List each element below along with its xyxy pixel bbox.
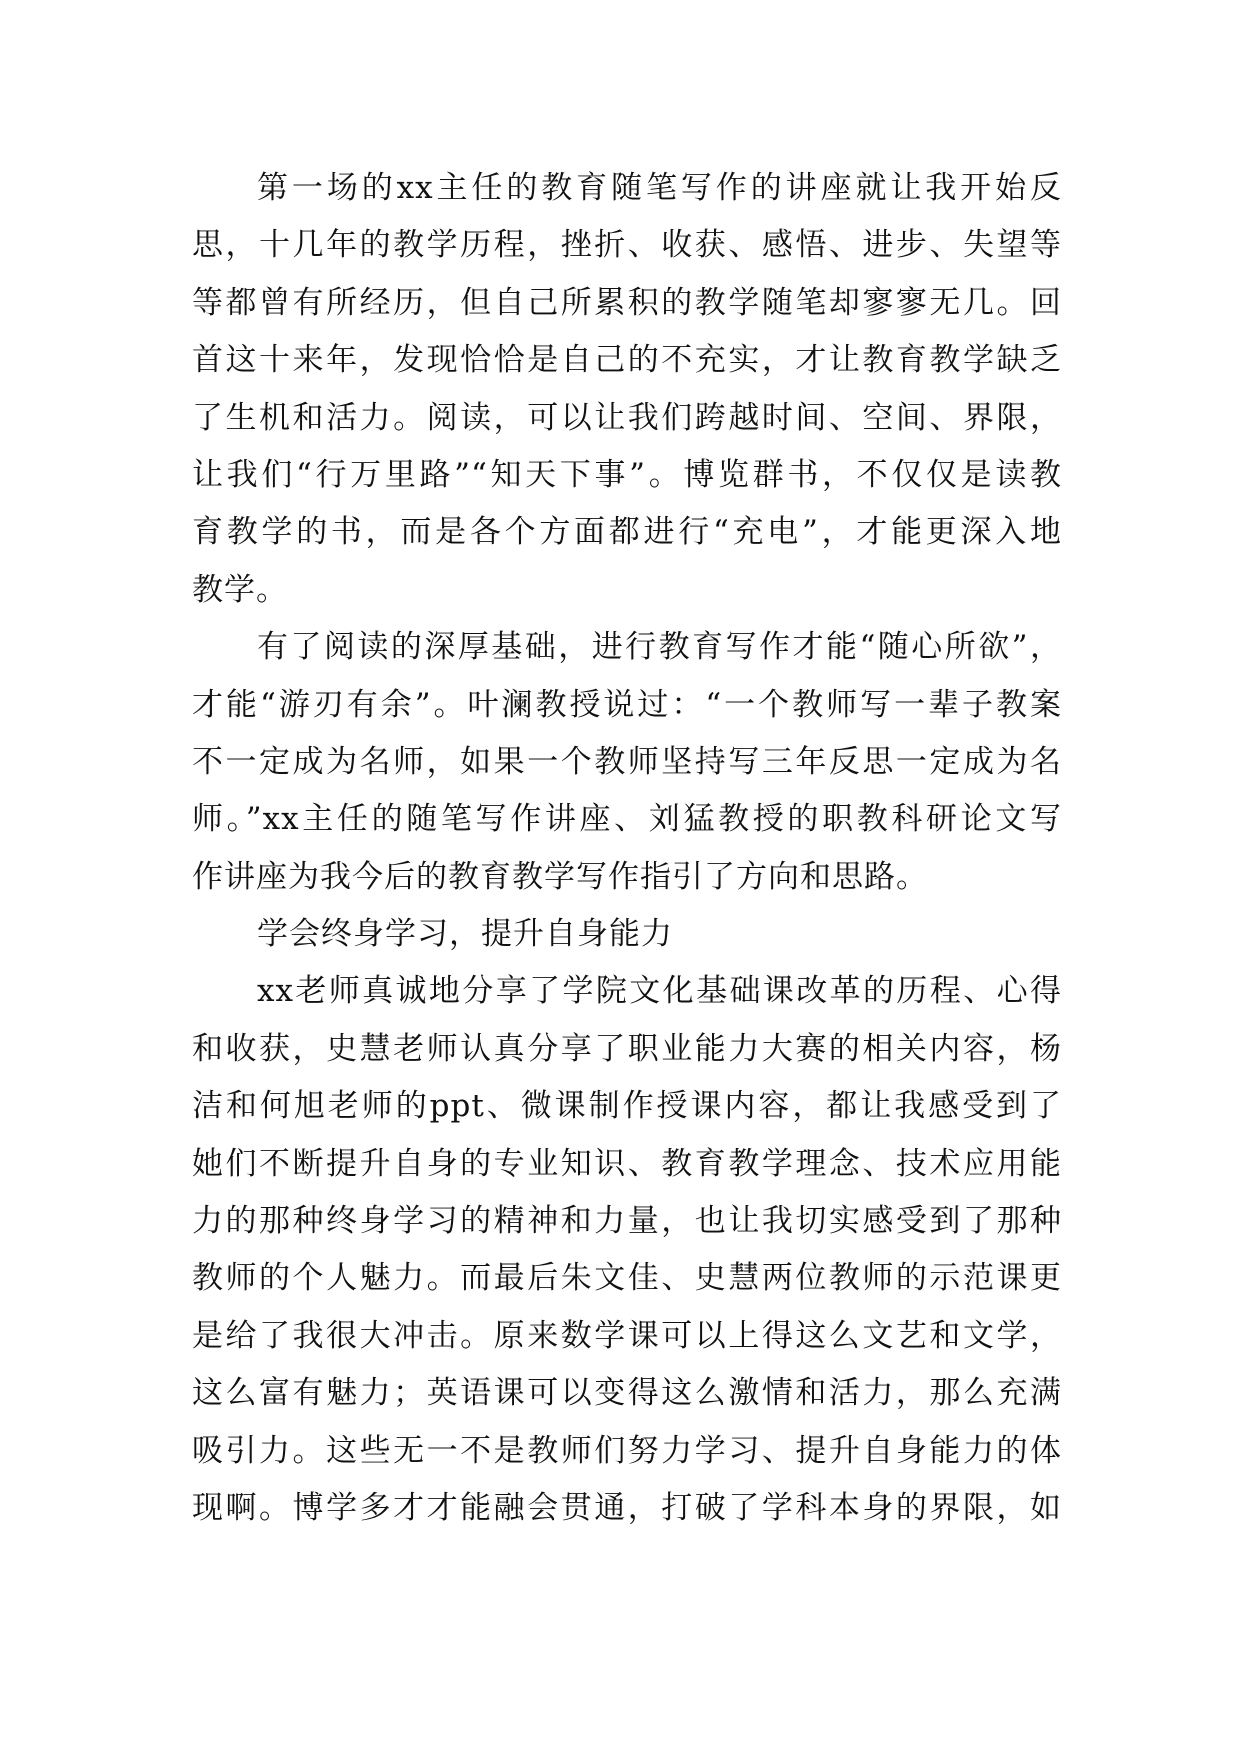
text-line: xx老师真诚地分享了学院文化基础课改革的历程、心得 (257, 973, 1062, 1010)
text-line: 这么富有魅力；英语课可以变得这么激情和活力，那么充满 (192, 1375, 1062, 1412)
text-line: 第一场的xx主任的教育随笔写作的讲座就让我开始反 (257, 170, 1062, 206)
text-line: 不一定成为名师，如果一个教师坚持写三年反思一定成为名 (192, 743, 1062, 780)
text-line: 师。”xx主任的随笔写作讲座、刘猛教授的职教科研论文写 (192, 801, 1062, 838)
text-line: 教师的个人魅力。而最后朱文佳、史慧两位教师的示范课更 (192, 1260, 1062, 1297)
text-line: 吸引力。这些无一不是教师们努力学习、提升自身能力的体 (192, 1432, 1062, 1469)
text-line: 了生机和活力。阅读，可以让我们跨越时间、空间、界限， (192, 399, 1062, 436)
text-line: 和收获，史慧老师认真分享了职业能力大赛的相关内容，杨 (192, 1030, 1062, 1067)
text-line: 育教学的书，而是各个方面都进行“充电”，才能更深入地 (192, 514, 1062, 551)
document-body (192, 160, 1062, 1537)
text-line: 洁和何旭老师的ppt、微课制作授课内容，都让我感受到了 (192, 1088, 1062, 1125)
text-line: 有了阅读的深厚基础，进行教育写作才能“随心所欲”， (257, 629, 1062, 666)
text-line: 现啊。博学多才才能融会贯通，打破了学科本身的界限，如 (192, 1489, 1062, 1526)
text-line: 教学。 (192, 571, 288, 608)
text-line: 才能“游刃有余”。叶澜教授说过：“一个教师写一辈子教案 (192, 686, 1062, 723)
text-line: 等都曾有所经历，但自己所累积的教学随笔却寥寥无几。回 (192, 284, 1062, 321)
text-line: 思，十几年的教学历程，挫折、收获、感悟、进步、失望等 (192, 227, 1062, 264)
text-line: 首这十来年，发现恰恰是自己的不充实，才让教育教学缺乏 (192, 342, 1062, 379)
text-line: 学会终身学习，提升自身能力 (257, 916, 673, 953)
text-line: 让我们“行万里路”“知天下事”。博览群书，不仅仅是读教 (192, 456, 1062, 493)
text-line: 力的那种终身学习的精神和力量，也让我切实感受到了那种 (192, 1203, 1062, 1240)
text-line: 是给了我很大冲击。原来数学课可以上得这么文艺和文学， (192, 1317, 1062, 1354)
text-line: 她们不断提升自身的专业知识、教育教学理念、技术应用能 (192, 1145, 1062, 1182)
text-line: 作讲座为我今后的教育教学写作指引了方向和思路。 (192, 858, 928, 895)
